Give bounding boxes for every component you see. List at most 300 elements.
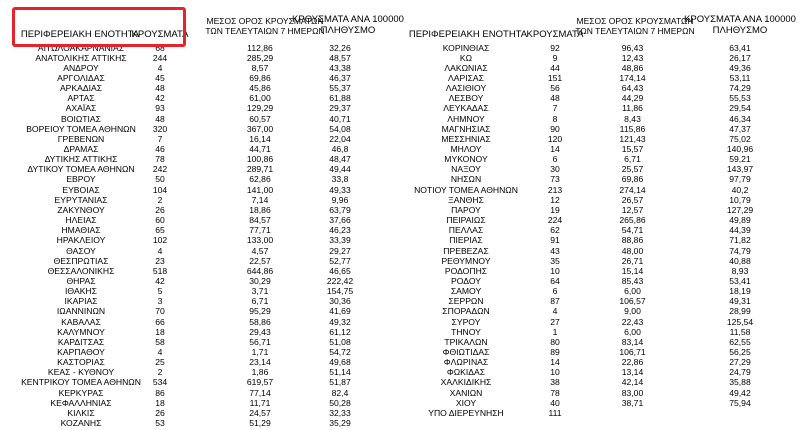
cell-cases-right: 14 <box>550 357 560 368</box>
cell-per100k-right: 49,42 <box>729 387 751 398</box>
cell-cases-left: 7 <box>157 133 163 144</box>
cell-avg-right: 26,71 <box>621 255 644 266</box>
header-avg-left-line2: ΤΩΝ ΤΕΛΕΥΤΑΙΩΝ 7 ΗΜΕΡΩΝ <box>205 26 325 36</box>
cell-avg-left: 112,86 <box>247 42 273 53</box>
cell-per100k-right: 125,54 <box>726 316 754 327</box>
header-avg-left-line1: ΜΕΣΟΣ ΟΡΟΣ ΚΡΟΥΣΜΑΤΩΝ <box>206 16 324 26</box>
cell-per100k-right: 8,93 <box>731 265 749 276</box>
cell-region-right: ΧΑΛΚΙΔΙΚΗΣ <box>440 377 492 388</box>
cell-region-right: ΡΟΔΟΥ <box>451 275 481 286</box>
cell-region-left: ΚΑΡΠΑΘΟΥ <box>57 347 105 357</box>
cell-region-left: ΚΕΦΑΛΛΗΝΙΑΣ <box>50 397 112 408</box>
cell-cases-right: 92 <box>550 42 560 53</box>
cell-per100k-right: 44,39 <box>729 225 751 236</box>
cell-per100k-left: 22,04 <box>329 133 351 144</box>
cell-region-right: ΝΗΣΩΝ <box>450 174 482 185</box>
cell-region-left: ΔΥΤΙΚΗΣ ΑΤΤΙΚΗΣ <box>44 154 118 165</box>
cell-cases-left: 48 <box>155 113 165 124</box>
cell-region-left: ΚΑΣΤΟΡΙΑΣ <box>57 357 105 368</box>
cell-avg-right: 274,14 <box>619 184 646 195</box>
cell-per100k-right: 40,2 <box>731 184 749 195</box>
cell-region-right: ΧΙΟΥ <box>455 397 477 408</box>
cell-avg-right: 6,71 <box>624 154 641 165</box>
cell-per100k-left: 82,4 <box>331 387 349 398</box>
cell-cases-left: 25 <box>155 357 165 368</box>
cell-per100k-left: 46,23 <box>329 225 351 236</box>
cell-per100k-right: 49,31 <box>729 296 751 307</box>
cell-per100k-left: 41,69 <box>329 306 351 317</box>
cell-per100k-left: 52,77 <box>329 255 351 266</box>
cell-region-left: ΑΡΓΟΛΙΔΑΣ <box>57 72 105 83</box>
cell-region-right: ΜΗΛΟΥ <box>450 144 482 154</box>
cell-avg-right: 12,57 <box>621 204 644 215</box>
cell-per100k-left: 35,29 <box>329 418 351 429</box>
cell-cases-right: 90 <box>550 123 560 134</box>
cell-per100k-left: 63,79 <box>329 204 351 215</box>
cell-cases-right: 27 <box>550 316 560 327</box>
cell-per100k-left: 29,27 <box>329 245 351 256</box>
cell-region-left: ΓΡΕΒΕΝΩΝ <box>57 133 105 144</box>
cell-cases-left: 18 <box>155 326 165 337</box>
cell-region-left: ΚΙΛΚΙΣ <box>67 407 95 418</box>
cell-cases-left: 53 <box>155 418 165 429</box>
cell-avg-right: 88,86 <box>621 235 644 246</box>
cell-region-left: ΔΥΤΙΚΟΥ ΤΟΜΕΑ ΑΘΗΝΩΝ <box>27 164 135 175</box>
cell-region-left: ΘΗΡΑΣ <box>66 275 96 286</box>
header-region-right: ΠΕΡΙΦΕΡΕΙΑΚΗ ΕΝΟΤΗΤΑ <box>408 29 528 40</box>
cell-region-left: ΚΑΛΥΜΝΟΥ <box>57 326 105 337</box>
cell-cases-right: 4 <box>552 306 558 317</box>
cell-avg-left: 4,57 <box>251 245 269 256</box>
cell-per100k-right: 49,89 <box>729 215 751 226</box>
cell-cases-left: 46 <box>155 144 165 154</box>
cell-cases-right: 12 <box>550 194 560 205</box>
cell-per100k-right: 29,54 <box>729 103 751 114</box>
cell-avg-right: 265,86 <box>619 215 646 226</box>
cell-avg-left: 289,71 <box>246 164 274 175</box>
cell-avg-left: 619,57 <box>246 377 274 388</box>
cell-cases-right: 87 <box>550 296 560 307</box>
cell-cases-right: 73 <box>550 174 560 185</box>
cell-avg-left: 30,29 <box>249 275 271 286</box>
cell-region-left: ΖΑΚΥΝΘΟΥ <box>57 204 105 215</box>
cell-cases-left: 93 <box>155 103 165 114</box>
cell-avg-left: 18,86 <box>249 204 271 215</box>
cell-region-right: ΣΕΡΡΩΝ <box>448 296 484 307</box>
cell-cases-right: 44 <box>550 62 560 73</box>
cell-cases-right: 64 <box>550 275 560 286</box>
cell-region-right: ΜΑΓΝΗΣΙΑΣ <box>441 123 491 134</box>
cell-per100k-left: 54,72 <box>329 347 351 357</box>
cell-avg-left: 77,14 <box>249 387 271 398</box>
cell-cases-left: 102 <box>152 235 168 246</box>
cell-per100k-right: 71,82 <box>729 235 751 246</box>
cell-per100k-left: 33,39 <box>329 235 351 246</box>
cell-cases-right: 224 <box>547 215 563 226</box>
cell-cases-right: 151 <box>547 72 563 83</box>
cell-cases-left: 242 <box>152 164 168 175</box>
cell-cases-left: 45 <box>155 72 165 83</box>
cell-region-left: ΗΜΑΘΙΑΣ <box>61 225 101 236</box>
cell-cases-right: 213 <box>547 184 563 195</box>
cell-avg-left: 45,86 <box>249 83 271 94</box>
cell-per100k-right: 28,99 <box>729 306 751 317</box>
cell-avg-right: 115,86 <box>619 123 646 134</box>
cell-avg-left: 69,86 <box>249 72 271 83</box>
cell-avg-left: 3,71 <box>251 286 269 297</box>
cell-avg-left: 100,86 <box>246 154 274 165</box>
cell-region-right: ΠΕΛΛΑΣ <box>448 225 484 236</box>
cell-per100k-right: 56,25 <box>729 347 751 357</box>
cell-per100k-left: 49,68 <box>329 357 351 368</box>
cell-region-left: ΚΕΝΤΡΙΚΟΥ ΤΟΜΕΑ ΑΘΗΝΩΝ <box>21 377 141 388</box>
cell-avg-right: 85,43 <box>621 275 644 286</box>
cell-cases-right: 120 <box>547 133 563 144</box>
cell-cases-right: 56 <box>550 83 560 94</box>
cell-per100k-left: 50,28 <box>329 397 351 408</box>
highlight-box <box>12 7 186 47</box>
cell-per100k-right: 75,02 <box>729 133 751 144</box>
cell-avg-right: 106,71 <box>619 347 646 357</box>
cell-cases-right: 30 <box>550 164 560 175</box>
cell-cases-left: 58 <box>155 336 165 347</box>
cell-avg-left: 61,00 <box>249 93 271 104</box>
cell-per100k-left: 43,38 <box>329 62 351 73</box>
cell-region-left: ΗΡΑΚΛΕΙΟΥ <box>56 235 106 246</box>
cell-cases-right: 43 <box>550 245 560 256</box>
cell-region-left: ΘΕΣΣΑΛΟΝΙΚΗΣ <box>47 265 115 276</box>
cell-per100k-left: 29,37 <box>329 103 351 114</box>
cell-per100k-left: 48,47 <box>329 154 351 165</box>
cell-region-left: ΙΚΑΡΙΑΣ <box>64 296 98 307</box>
cell-cases-right: 91 <box>550 235 560 246</box>
cell-region-right: ΦΩΚΙΔΑΣ <box>446 367 486 378</box>
cell-avg-left: 367,00 <box>246 123 274 134</box>
header-region-left: ΠΕΡΙΦΕΡΕΙΑΚΗ ΕΝΟΤΗΤΑ <box>20 29 140 40</box>
cell-cases-left: 518 <box>152 265 168 276</box>
cell-cases-left: 26 <box>155 407 165 418</box>
cell-per100k-right: 55,53 <box>729 93 751 104</box>
cell-avg-left: 44,71 <box>249 144 271 154</box>
cell-region-right: ΝΟΤΙΟΥ ΤΟΜΕΑ ΑΘΗΝΩΝ <box>414 184 518 195</box>
cell-region-right: ΤΗΝΟΥ <box>451 326 481 337</box>
cell-region-right: ΦΘΙΩΤΙΔΑΣ <box>442 347 490 357</box>
cell-per100k-left: 61,88 <box>329 93 351 104</box>
cell-per100k-left: 46,65 <box>329 265 351 276</box>
cell-cases-left: 244 <box>152 52 168 63</box>
cell-avg-right: 11,86 <box>622 103 643 114</box>
cell-per100k-left: 55,37 <box>329 83 351 94</box>
cell-avg-left: 16,14 <box>249 133 271 144</box>
cell-avg-right: 9,00 <box>624 306 641 317</box>
cell-per100k-right: 26,17 <box>729 52 751 63</box>
cell-per100k-right: 46,34 <box>729 113 751 124</box>
cell-cases-right: 48 <box>550 93 560 104</box>
cell-region-left: ΒΟΡΕΙΟΥ ΤΟΜΕΑ ΑΘΗΝΩΝ <box>26 123 136 134</box>
cell-region-left: ΕΥΒΟΙΑΣ <box>62 184 100 195</box>
cell-per100k-right: 53,41 <box>729 275 751 286</box>
cell-per100k-left: 49,32 <box>329 316 351 327</box>
cell-per100k-left: 33,8 <box>331 174 349 185</box>
cell-region-left: ΚΑΡΔΙΤΣΑΣ <box>57 336 105 347</box>
cell-region-right: ΛΕΣΒΟΥ <box>448 93 484 104</box>
cell-avg-left: 77,71 <box>249 225 271 236</box>
cell-cases-left: 86 <box>155 387 165 398</box>
header-cases-right: ΚΡΟΥΣΜΑΤΑ <box>526 29 584 40</box>
cell-cases-right: 38 <box>550 377 560 388</box>
cell-cases-right: 14 <box>550 144 560 154</box>
cell-region-right: ΤΡΙΚΑΛΩΝ <box>444 336 488 347</box>
cell-avg-left: 60,57 <box>249 113 271 124</box>
cell-region-right: ΛΕΥΚΑΔΑΣ <box>443 103 489 114</box>
header-per100k-right-line2: ΠΛΗΘΥΣΜΟ <box>712 25 768 36</box>
cell-avg-right: 15,14 <box>621 265 644 276</box>
cell-per100k-left: 49,33 <box>329 184 351 195</box>
cell-region-right: ΞΑΝΘΗΣ <box>448 194 484 205</box>
cell-per100k-left: 51,87 <box>329 377 351 388</box>
cell-region-right: ΚΩ <box>459 52 473 63</box>
cell-region-right: ΚΟΡΙΝΘΙΑΣ <box>442 42 490 53</box>
cell-region-right: ΛΑΡΙΣΑΣ <box>448 72 484 83</box>
cell-cases-right: 6 <box>552 154 558 165</box>
cell-region-right: ΣΑΜΟΥ <box>450 286 482 297</box>
cell-avg-left: 24,57 <box>249 407 271 418</box>
cell-avg-right: 6,00 <box>624 326 641 337</box>
cell-per100k-left: 30,36 <box>329 296 351 307</box>
cell-per100k-right: 11,58 <box>729 326 751 337</box>
header-avg-right-line1: ΜΕΣΟΣ ΟΡΟΣ ΚΡΟΥΣΜΑΤΩΝ <box>576 16 694 26</box>
cell-region-left: ΚΑΒΑΛΑΣ <box>61 316 101 327</box>
cell-avg-left: 29,43 <box>249 326 271 337</box>
cell-per100k-left: 46,37 <box>329 72 351 83</box>
cell-per100k-left: 154,75 <box>326 286 354 297</box>
cell-cases-left: 23 <box>155 255 165 266</box>
cell-per100k-right: 35,88 <box>729 377 751 388</box>
cell-avg-left: 129,29 <box>246 103 274 114</box>
cell-cases-left: 78 <box>155 154 165 165</box>
cell-avg-left: 56,71 <box>249 336 271 347</box>
cell-cases-right: 6 <box>552 286 558 297</box>
header-per100k-left-line2: ΠΛΗΘΥΣΜΟ <box>320 25 376 36</box>
cell-cases-right: 1 <box>552 326 558 337</box>
cell-per100k-left: 61,12 <box>329 326 351 337</box>
cell-cases-right: 7 <box>552 103 558 114</box>
cell-region-left: ΕΥΡΥΤΑΝΙΑΣ <box>54 194 108 205</box>
cell-per100k-right: 140,96 <box>726 144 754 154</box>
cell-region-right: ΣΠΟΡΑΔΩΝ <box>442 306 490 317</box>
cell-avg-right: 64,43 <box>621 83 644 94</box>
cell-cases-left: 66 <box>155 316 165 327</box>
cell-avg-left: 23,14 <box>249 357 271 368</box>
cell-per100k-left: 32,33 <box>329 407 351 418</box>
cell-region-right: ΜΥΚΟΝΟΥ <box>444 154 488 165</box>
cell-cases-left: 534 <box>152 377 168 388</box>
cell-cases-right: 10 <box>550 367 560 378</box>
cell-cases-left: 18 <box>155 397 165 408</box>
cell-per100k-left: 9,96 <box>331 194 349 205</box>
cell-avg-left: 51,29 <box>249 418 271 429</box>
cell-avg-right: 6,00 <box>624 286 641 297</box>
cell-cases-left: 26 <box>155 204 165 215</box>
cell-region-left: ΑΝΔΡΟΥ <box>63 62 99 73</box>
cell-cases-left: 42 <box>155 275 165 286</box>
cell-per100k-right: 75,94 <box>729 397 751 408</box>
cell-cases-left: 65 <box>155 225 165 236</box>
cell-cases-left: 5 <box>157 286 163 297</box>
cell-region-right: ΛΑΚΩΝΙΑΣ <box>444 62 488 73</box>
cell-cases-right: 19 <box>550 204 560 215</box>
cell-avg-right: 13,14 <box>621 367 644 378</box>
cell-avg-left: 1,86 <box>251 367 269 378</box>
cell-region-right: ΠΙΕΡΙΑΣ <box>449 235 483 246</box>
cell-per100k-right: 97,79 <box>729 174 751 185</box>
cell-cases-left: 60 <box>155 215 165 226</box>
cell-avg-left: 6,71 <box>251 296 269 307</box>
cell-per100k-left: 32,26 <box>329 42 351 53</box>
cell-region-right: ΦΛΩΡΙΝΑΣ <box>443 357 489 368</box>
cell-avg-left: 58,86 <box>249 316 271 327</box>
cell-region-left: ΑΝΑΤΟΛΙΚΗΣ ΑΤΤΙΚΗΣ <box>35 52 127 63</box>
cell-cases-left: 42 <box>155 93 165 104</box>
cell-cases-right: 10 <box>550 265 560 276</box>
cell-region-left: ΑΡΚΑΔΙΑΣ <box>59 83 103 94</box>
cell-avg-left: 141,00 <box>246 184 274 195</box>
cell-per100k-right: 27,29 <box>729 357 751 368</box>
cell-cases-left: 2 <box>157 194 163 205</box>
cell-avg-left: 133,00 <box>246 235 274 246</box>
cell-avg-right: 106,57 <box>619 296 646 307</box>
cell-cases-right: 35 <box>550 255 560 266</box>
cell-per100k-right: 49,36 <box>729 62 751 73</box>
cell-per100k-right: 74,79 <box>729 245 751 256</box>
cell-region-left: ΘΑΣΟΥ <box>66 245 96 256</box>
cell-per100k-right: 40,88 <box>729 255 751 266</box>
cell-per100k-left: 222,42 <box>326 275 354 286</box>
cell-cases-left: 50 <box>155 174 165 185</box>
cell-cases-left: 4 <box>157 245 163 256</box>
cell-avg-right: 69,86 <box>621 174 644 185</box>
cell-avg-right: 96,43 <box>621 42 644 53</box>
cell-per100k-right: 127,29 <box>726 204 754 215</box>
cell-region-right: ΡΟΔΟΠΗΣ <box>444 265 488 276</box>
cell-avg-left: 95,29 <box>249 306 271 317</box>
cell-region-right: ΣΥΡΟΥ <box>451 316 481 327</box>
cell-avg-right: 44,29 <box>621 93 644 104</box>
cell-region-left: ΚΕΡΚΥΡΑΣ <box>58 387 104 398</box>
cell-avg-right: 38,71 <box>621 397 644 408</box>
cell-cases-right: 89 <box>550 347 560 357</box>
cell-cases-left: 2 <box>157 367 163 378</box>
cell-per100k-right: 62,55 <box>729 336 751 347</box>
cell-avg-left: 7,14 <box>251 194 269 205</box>
cell-avg-right: 83,00 <box>621 387 644 398</box>
cell-avg-right: 54,71 <box>621 225 644 236</box>
cell-region-right: ΜΕΣΣΗΝΙΑΣ <box>441 133 491 144</box>
cell-avg-right: 22,43 <box>621 316 644 327</box>
cell-per100k-left: 49,44 <box>329 164 351 175</box>
cell-per100k-right: 24,79 <box>729 367 751 378</box>
cell-cases-right: 62 <box>550 225 560 236</box>
cell-region-left: ΚΟΖΑΝΗΣ <box>60 418 102 429</box>
cell-per100k-right: 59,21 <box>729 154 751 165</box>
cell-per100k-right: 18,19 <box>729 286 751 297</box>
cell-avg-right: 83,14 <box>621 336 644 347</box>
cell-per100k-left: 51,08 <box>329 336 351 347</box>
cell-avg-left: 8,57 <box>251 62 269 73</box>
cell-region-left: ΙΘΑΚΗΣ <box>65 286 97 297</box>
cell-per100k-right: 63,41 <box>729 42 751 53</box>
cell-region-left: ΔΡΑΜΑΣ <box>63 144 99 154</box>
cell-avg-left: 84,57 <box>249 215 271 226</box>
cell-cases-right: 9 <box>552 52 558 63</box>
header-per100k-left-line1: ΚΡΟΥΣΜΑΤΑ ΑΝΑ 100000 <box>292 14 404 25</box>
cell-avg-left: 11,71 <box>249 397 271 408</box>
cell-per100k-right: 10,79 <box>729 194 751 205</box>
cell-cases-left: 4 <box>157 62 163 73</box>
cell-cases-left: 70 <box>155 306 165 317</box>
cell-per100k-left: 46,8 <box>331 144 349 154</box>
cell-cases-left: 48 <box>155 83 165 94</box>
cell-per100k-left: 51,14 <box>329 367 351 378</box>
cell-per100k-left: 37,66 <box>329 215 351 226</box>
cell-avg-right: 48,86 <box>621 62 644 73</box>
cell-region-right: ΠΡΕΒΕΖΑΣ <box>443 245 489 256</box>
cell-avg-right: 26,57 <box>621 194 644 205</box>
cell-cases-left: 68 <box>155 42 165 53</box>
cell-region-left: ΒΟΙΩΤΙΑΣ <box>61 113 101 124</box>
cell-avg-right: 48,00 <box>621 245 644 256</box>
cell-region-right: ΡΕΘΥΜΝΟΥ <box>441 255 491 266</box>
cell-avg-right: 174,14 <box>619 72 646 83</box>
cell-region-right: ΛΑΣΙΘΙΟΥ <box>445 83 487 94</box>
cell-cases-left: 3 <box>157 296 163 307</box>
cell-cases-right: 78 <box>550 387 560 398</box>
header-cases-left: ΚΡΟΥΣΜΑΤΑ <box>131 29 189 40</box>
cell-region-right: ΠΑΡΟΥ <box>451 204 481 215</box>
header-per100k-right-line1: ΚΡΟΥΣΜΑΤΑ ΑΝΑ 100000 <box>684 14 796 25</box>
table-row <box>0 417 800 429</box>
cell-cases-right: 40 <box>550 397 560 408</box>
cell-region-left: ΚΕΑΣ - ΚΥΘΝΟΥ <box>47 367 115 378</box>
cell-cases-left: 320 <box>152 123 168 134</box>
cell-per100k-right: 74,29 <box>729 83 751 94</box>
cell-avg-left: 22,57 <box>249 255 271 266</box>
cell-region-left: ΕΒΡΟΥ <box>66 174 96 185</box>
cell-region-left: ΑΧΑΪΑΣ <box>65 103 97 114</box>
cell-per100k-left: 40,71 <box>329 113 351 124</box>
cell-avg-left: 285,29 <box>246 52 274 63</box>
cell-cases-right: 111 <box>548 407 562 418</box>
cell-per100k-right: 143,97 <box>726 164 754 175</box>
cell-per100k-right: 47,37 <box>729 123 751 134</box>
cell-avg-right: 8,43 <box>624 113 641 124</box>
cell-region-left: ΙΩΑΝΝΙΝΩΝ <box>56 306 106 317</box>
cell-avg-left: 644,86 <box>246 265 274 276</box>
cell-region-left: ΗΛΕΙΑΣ <box>65 215 97 226</box>
cell-per100k-left: 48,57 <box>329 52 351 63</box>
cell-avg-right: 15,57 <box>621 144 644 154</box>
cell-cases-right: 80 <box>550 336 560 347</box>
cell-region-left: ΑΡΤΑΣ <box>67 93 95 104</box>
cell-cases-right: 8 <box>552 113 558 124</box>
cell-region-right: ΥΠΟ ΔΙΕΡΕΥΝΗΣΗ <box>428 407 504 418</box>
cell-region-right: ΝΑΞΟΥ <box>451 164 481 175</box>
cell-avg-right: 25,57 <box>621 164 644 175</box>
cell-region-right: ΠΕΙΡΑΙΩΣ <box>446 215 486 226</box>
cell-avg-right: 42,14 <box>621 377 644 388</box>
cell-region-right: ΧΑΝΙΩΝ <box>449 387 483 398</box>
cell-avg-left: 62,86 <box>249 174 271 185</box>
